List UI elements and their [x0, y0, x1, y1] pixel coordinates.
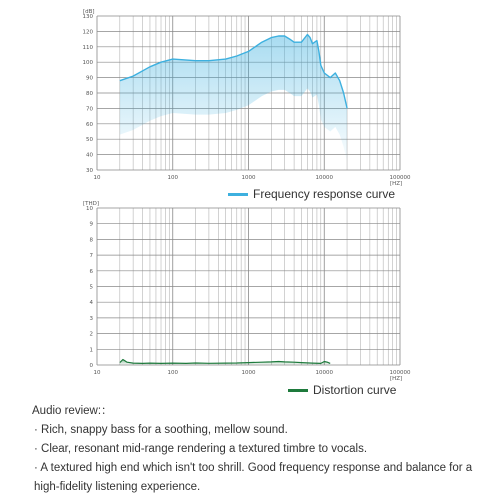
distortion-legend-swatch	[288, 389, 308, 392]
series-area	[120, 35, 347, 171]
y-tick-label: 7	[89, 253, 93, 260]
x-tick-label: 100000	[389, 370, 411, 376]
x-axis-unit: [HZ]	[390, 376, 403, 382]
y-tick-label: 8	[89, 237, 93, 244]
y-tick-label: 120	[82, 29, 93, 36]
x-tick-label: 10	[93, 370, 101, 376]
distortion-legend	[288, 383, 396, 397]
y-tick-label: 10	[86, 206, 93, 212]
x-axis-unit: [HZ]	[390, 181, 403, 187]
y-tick-label: 110	[82, 44, 93, 51]
y-tick-label: 9	[89, 221, 93, 228]
y-tick-label: 5	[89, 284, 93, 291]
y-tick-label: 4	[89, 300, 93, 307]
y-tick-label: 80	[86, 91, 93, 97]
series-line	[120, 360, 330, 364]
audio-review	[32, 402, 492, 497]
x-tick-label: 10000	[315, 175, 333, 181]
y-tick-label: 70	[86, 106, 93, 113]
y-tick-label: 1	[89, 347, 93, 354]
y-tick-label: 2	[89, 331, 93, 338]
audio-review-item-mid: · Clear, resonant mid-range rendering a textured timbre to vocals.	[34, 443, 368, 455]
y-tick-label: 40	[86, 152, 93, 159]
y-tick-label: 100	[82, 60, 93, 67]
y-tick-label: 50	[86, 137, 93, 144]
y-axis-unit: [dB]	[83, 9, 95, 15]
audio-review-title: Audio review:：	[32, 405, 113, 417]
y-tick-label: 0	[89, 363, 93, 369]
y-tick-label: 130	[82, 14, 93, 20]
y-tick-label: 6	[89, 268, 93, 275]
audio-review-item-bass: · Rich, snappy bass for a soothing, mellow sound.	[34, 424, 288, 436]
x-tick-label: 1000	[241, 370, 256, 376]
frequency-response-chart	[0, 0, 500, 192]
x-tick-label: 100	[167, 370, 178, 376]
y-tick-label: 60	[86, 121, 93, 128]
x-tick-label: 100000	[389, 175, 411, 181]
x-tick-label: 10	[93, 175, 101, 181]
y-tick-label: 30	[86, 168, 93, 174]
y-axis-unit: [THD]	[83, 201, 100, 207]
distortion-legend-label: Distortion curve	[313, 383, 397, 397]
y-tick-label: 90	[86, 75, 93, 82]
audio-review-item-high: · A textured high end which isn't too shrill. Good frequency response and balance for a high-fidelity listening experience.	[34, 462, 473, 493]
y-tick-label: 3	[89, 315, 93, 322]
distortion-chart	[0, 196, 500, 386]
x-tick-label: 1000	[241, 175, 256, 181]
frequency-legend-label: Frequency response curve	[253, 187, 396, 201]
x-tick-label: 10000	[315, 370, 333, 376]
x-tick-label: 100	[167, 175, 178, 181]
